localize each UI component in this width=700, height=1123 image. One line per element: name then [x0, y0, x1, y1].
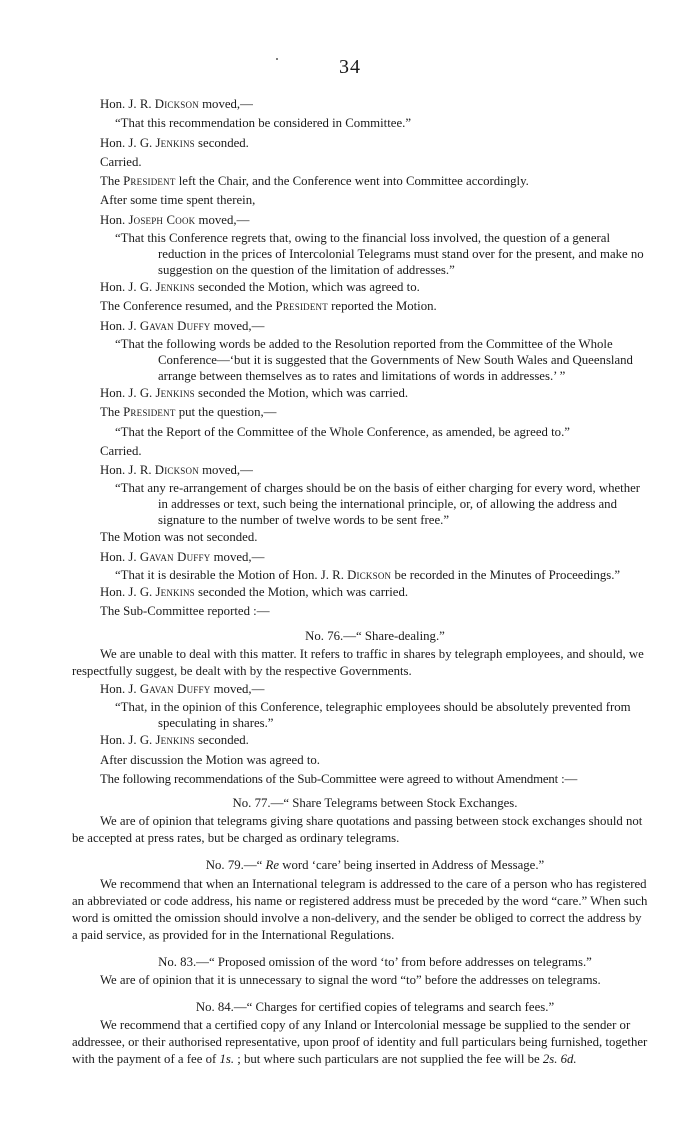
text-run: ; but where such particulars are not supplied the fee will be: [234, 1052, 543, 1067]
section-83-body: [72, 972, 650, 989]
text-run: moved,—: [210, 318, 265, 333]
conference-resumed: [100, 297, 650, 316]
text-run: Hon. J. G.: [100, 280, 156, 295]
text-run: seconded the Motion, which was carried.: [194, 585, 409, 600]
italic-run: 2s. 6d.: [542, 1052, 577, 1067]
quoted-motion: “That any re-arrangement of charges should be on the basis of either charging for every word, whether in addresses or text, such being the international principle, or, of allowing the address and signature to the number of twelve words to be sent free.”: [115, 481, 641, 528]
section-heading-76: No. 76.—“ Share-dealing.”: [305, 628, 445, 643]
member-name: President: [123, 405, 176, 420]
text-run: The: [100, 174, 124, 189]
quoted-motion: “That this Conference regrets that, owing to the financial loss involved, the question of a general reduction in the prices of Intercolonial Telegrams must stand over for the present, and make no suggestion on the question of the limitation of addresses.”: [115, 231, 644, 278]
body-paragraph: We recommend that when an International telegram is addressed to the care of a person who has registered an abbreviated or code address, his name or registered address must be preceded by the word “care.” When such word is omitted the omission should involve a non-delivery, and the sender be obliged to correct the address by a paid service, as provided for in the International Regulations.: [72, 876, 648, 942]
body-paragraph: We are of opinion that it is unnecessary to signal the word “to” before the addresses on telegrams.: [100, 973, 601, 988]
section-heading-77: No. 77.—“ Share Telegrams between Stock Exchanges.: [232, 796, 518, 811]
text-run: reported the Motion.: [327, 299, 437, 314]
subcommittee-reported: The Sub-Committee reported :—: [100, 604, 270, 619]
president-left-chair: [100, 172, 650, 191]
member-name: Gavan Duffy: [139, 681, 211, 696]
section-84-body: [72, 1017, 650, 1068]
page-number: 34: [339, 56, 361, 78]
text-run: moved,—: [198, 97, 253, 111]
member-name: Jenkins: [155, 585, 195, 600]
section-76-body: [72, 646, 650, 680]
member-name: President: [275, 299, 328, 314]
carried-line: Carried.: [100, 154, 142, 169]
text-run: Hon. J. G.: [100, 385, 156, 400]
jenkins-seconded: [100, 731, 650, 750]
duffy-moved: [100, 548, 650, 567]
text-run: Hon.: [100, 212, 129, 227]
text-run: We recommend that a certified copy of any Inland or Intercolonial message be supplied to the sender or addressee, or their authorised representative, upon proof of identity and full particulars being furnished, together with the payment of a fee of: [72, 1018, 648, 1067]
text-run: Hon. J.: [100, 318, 140, 333]
member-name: Jenkins: [155, 280, 195, 295]
time-spent-line: After some time spent therein,: [100, 193, 256, 208]
italic-run: 1s.: [219, 1052, 235, 1067]
jenkins-seconded: [100, 384, 650, 403]
member-name: Jenkins: [155, 135, 195, 150]
page-body: [72, 95, 650, 1068]
cook-moved: [100, 211, 650, 230]
text-run: seconded.: [194, 733, 249, 748]
member-name: Joseph Cook: [128, 212, 196, 227]
text-run: moved,—: [195, 212, 250, 227]
italic-run: Re: [265, 858, 279, 873]
text-run: Hon. J. G.: [100, 733, 156, 748]
member-name: Jenkins: [155, 385, 195, 400]
quoted-motion: “That the Report of the Committee of the Whole Conference, as amended, be agreed to.”: [115, 424, 570, 439]
duffy-moved: [100, 317, 650, 336]
text-run: The Conference resumed, and the: [100, 299, 276, 314]
body-paragraph: We are of opinion that telegrams giving share quotations and passing between stock exchanges should not be accepted at press rates, but be charged as ordinary telegrams.: [72, 814, 643, 846]
body-paragraph: We are unable to deal with this matter. It refers to traffic in shares by telegraph employees, and should, we respectfully suggest, be dealt with by the respective Governments.: [72, 646, 644, 678]
jenkins-seconded: [100, 134, 650, 153]
section-77-body: [72, 813, 650, 847]
text-run: Hon. J.: [100, 681, 140, 696]
text-run: Hon. J.: [100, 549, 140, 564]
member-name: Jenkins: [155, 733, 195, 748]
text-run: Hon. J. G.: [100, 135, 156, 150]
dickson-moved: [100, 95, 650, 114]
section-79-body: [72, 876, 650, 944]
member-name: Dickson: [154, 97, 199, 111]
jenkins-seconded: [100, 278, 650, 297]
carried-line: Carried.: [100, 443, 142, 458]
text-run: seconded the Motion, which was carried.: [194, 385, 409, 400]
president-put-question: [100, 403, 650, 422]
member-name: Dickson: [347, 568, 392, 583]
duffy-moved: [100, 680, 650, 699]
text-run: seconded.: [194, 135, 249, 150]
dickson-moved: [100, 461, 650, 480]
not-seconded-line: The Motion was not seconded.: [100, 530, 258, 545]
section-heading-83: No. 83.—“ Proposed omission of the word ‘to’ from before addresses on telegrams.”: [158, 954, 592, 969]
text-run: Hon. J. R.: [100, 463, 155, 478]
text-run: “That it is desirable the Motion of Hon. J. R.: [115, 568, 348, 583]
quoted-motion: [100, 567, 650, 583]
quoted-motion: “That, in the opinion of this Conference, telegraphic employees should be absolutely prevented from speculating in shares.”: [115, 700, 631, 731]
body-paragraph: [72, 1017, 650, 1068]
text-run: The: [100, 405, 124, 420]
member-name: President: [123, 174, 176, 189]
section-heading-84: No. 84.—“ Charges for certified copies of telegrams and search fees.”: [195, 1000, 555, 1015]
text-run: be recorded in the Minutes of Proceedings.”: [391, 568, 621, 583]
text-run: No. 79.—“: [205, 858, 266, 873]
jenkins-seconded: [100, 583, 650, 602]
member-name: Gavan Duffy: [139, 549, 211, 564]
quoted-motion: “That this recommendation be considered in Committee.”: [115, 116, 412, 131]
section-heading-79: [100, 856, 650, 875]
motion-agreed-line: After discussion the Motion was agreed to.: [100, 752, 320, 767]
text-run: moved,—: [210, 549, 265, 564]
agreed-without-amendment: The following recommendations of the Sub-Committee were agreed to without Amendment :—: [100, 771, 578, 786]
text-run: Hon. J. G.: [100, 585, 156, 600]
text-run: moved,—: [198, 463, 253, 478]
quoted-motion: “That the following words be added to the Resolution reported from the Committee of the Whole Conference—‘but it is suggested that the Governments of New South Wales and Queensland arrange between themselves as to rates and limitations of words in addresses.’ ”: [115, 336, 633, 383]
text-run: put the question,—: [175, 405, 277, 420]
text-run: moved,—: [210, 681, 265, 696]
text-run: word ‘care’ being inserted in Address of Message.”: [279, 858, 545, 873]
text-run: seconded the Motion, which was agreed to.: [194, 280, 420, 295]
member-name: Dickson: [154, 463, 199, 478]
text-run: left the Chair, and the Conference went into Committee accordingly.: [175, 174, 529, 189]
text-run: Hon. J. R.: [100, 97, 155, 111]
member-name: Gavan Duffy: [139, 318, 211, 333]
